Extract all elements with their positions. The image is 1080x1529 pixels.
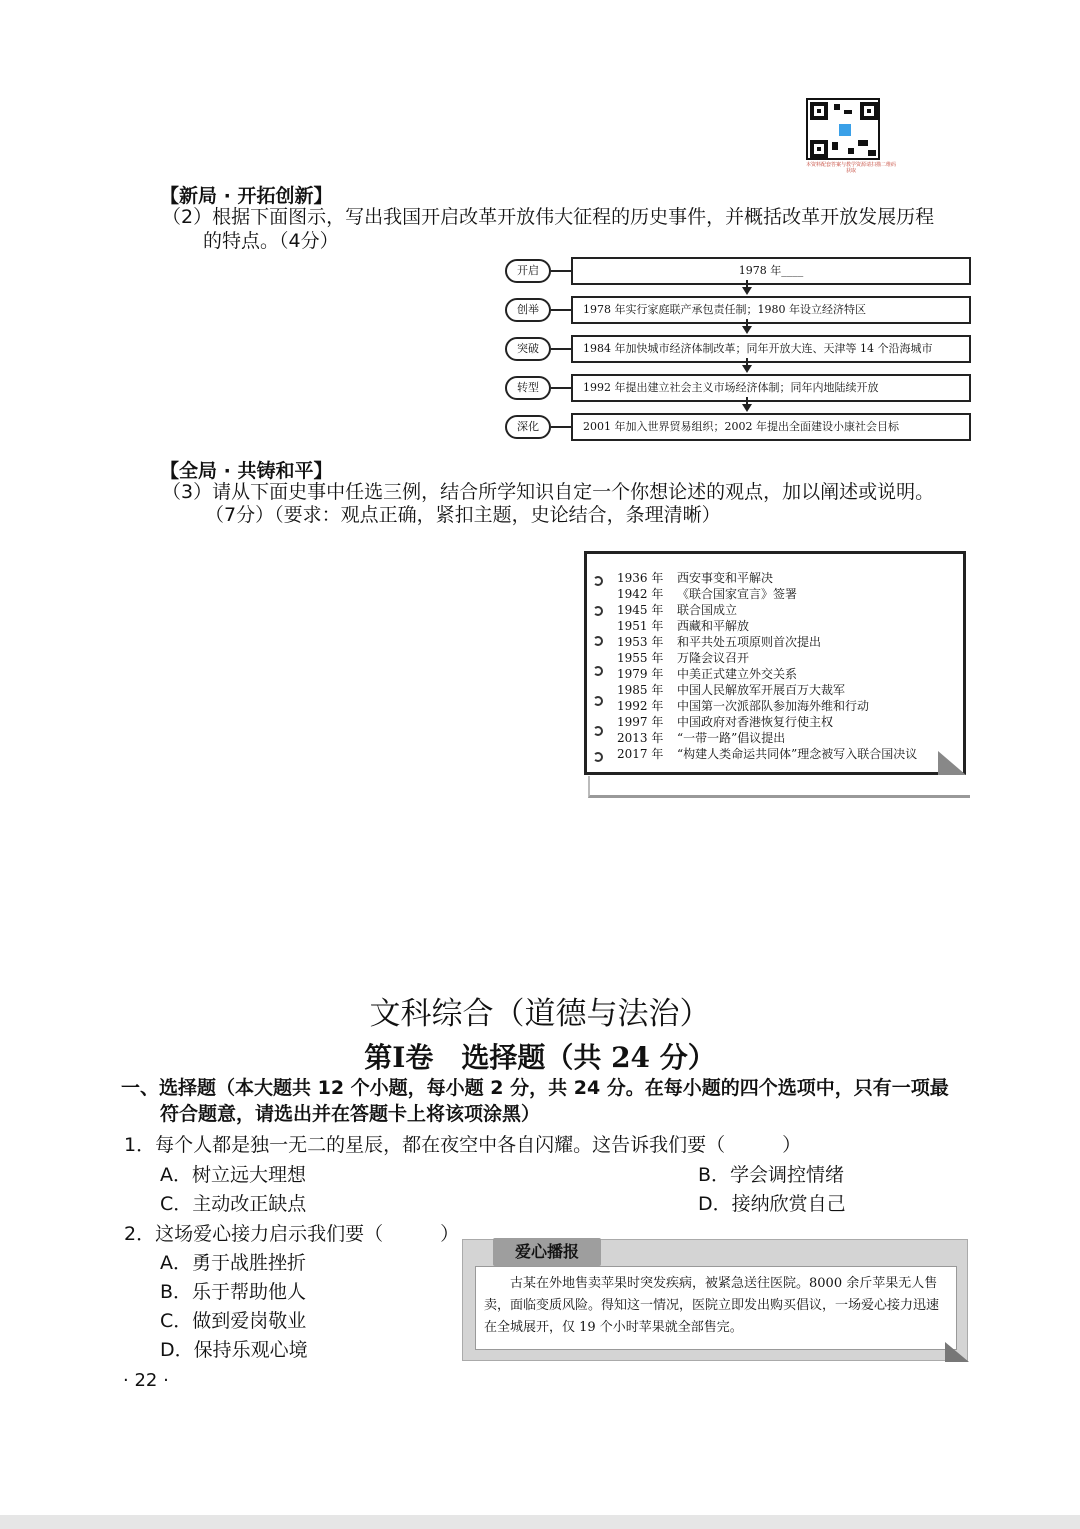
ring-icon (593, 636, 603, 646)
question-1-stem: 1．每个人都是独一无二的星辰，都在夜空中各自闪耀。这告诉我们要（ ） (124, 1134, 802, 1156)
q2-option-d[interactable]: D．保持乐观心境 (160, 1339, 308, 1361)
reform-flowchart (505, 256, 975, 446)
page-curl-icon (938, 751, 966, 775)
ring-icon (593, 726, 603, 736)
flow-stage: 深化 (505, 415, 551, 439)
ring-icon (593, 576, 603, 586)
q1-option-c[interactable]: C．主动改正缺点 (160, 1193, 307, 1215)
q1-option-a[interactable]: A．树立远大理想 (160, 1164, 306, 1186)
flow-connector (551, 348, 571, 350)
page-curl-icon (945, 1342, 969, 1362)
q1-option-b[interactable]: B．学会调控情绪 (698, 1164, 845, 1186)
event-row: 1945 年 联合国成立 (617, 603, 738, 617)
q2-option-a[interactable]: A．勇于战胜挫折 (160, 1252, 306, 1274)
flow-arrow-icon (742, 287, 752, 295)
ring-icon (593, 606, 603, 616)
q1-option-d[interactable]: D．接纳欣赏自己 (698, 1193, 846, 1215)
event-row: 1955 年 万隆会议召开 (617, 651, 750, 665)
flow-connector (551, 270, 571, 272)
flow-stage: 创举 (505, 298, 551, 322)
story-tag: 爱心播报 (493, 1238, 601, 1266)
notebook-shadow (588, 776, 970, 798)
event-row: 1997 年 中国政府对香港恢复行使主权 (617, 715, 834, 729)
event-row: 1992 年 中国第一次派部队参加海外维和行动 (617, 699, 870, 713)
page-number: · 22 · (123, 1370, 169, 1391)
event-row: 1936 年 西安事变和平解决 (617, 571, 774, 585)
event-row: 2017 年 “构建人类命运共同体”理念被写入联合国决议 (617, 747, 918, 761)
flow-box: 1992 年提出建立社会主义市场经济体制；同年内地陆续开放 (571, 374, 971, 402)
event-row: 1953 年 和平共处五项原则首次提出 (617, 635, 822, 649)
event-row: 1985 年 中国人民解放军开展百万大裁军 (617, 683, 846, 697)
story-text: 古某在外地售卖苹果时突发疾病，被紧急送往医院。8000 余斤苹果无人售卖，面临变质风险。得知这一情况，医院立即发出购买倡议，一场爱心接力迅速在全城展开，仅 19 个小时苹果就全部售完。 (475, 1266, 957, 1350)
section-title-new-situation: 【新局 · 开拓创新】 (160, 185, 333, 207)
question-2-stem: 2．这场爱心接力启示我们要（ ） (124, 1223, 460, 1245)
ring-icon (593, 696, 603, 706)
flow-box: 2001 年加入世界贸易组织；2002 年提出全面建设小康社会目标 (571, 413, 971, 441)
flow-stage: 突破 (505, 337, 551, 361)
flow-stage: 转型 (505, 376, 551, 400)
question-2-line2: 的特点。（4分） (203, 230, 339, 252)
q2-option-c[interactable]: C．做到爱岗敬业 (160, 1310, 307, 1332)
bottom-edge (0, 1515, 1080, 1529)
events-notebook (584, 551, 966, 775)
flow-box: 1978 年____ (571, 257, 971, 285)
question-2-line1: （2）根据下面图示，写出我国开启改革开放伟大征程的历史事件，并概括改革开放发展历程 (162, 206, 935, 228)
question-3-line2: （7分）（要求：观点正确，紧扣主题，史论结合，条理清晰） (205, 504, 721, 526)
flow-stage: 开启 (505, 259, 551, 283)
flow-arrow-icon (742, 326, 752, 334)
event-row: 1979 年 中美正式建立外交关系 (617, 667, 798, 681)
q2-option-b[interactable]: B．乐于帮助他人 (160, 1281, 307, 1303)
flow-box: 1978 年实行家庭联产承包责任制；1980 年设立经济特区 (571, 296, 971, 324)
exam-title: 文科综合（道德与法治） (369, 996, 711, 1032)
qr-caption: 本资料配套答案与教学资源请扫描二维码获取 (806, 162, 897, 174)
exam-subtitle: 第Ⅰ卷 选择题（共 24 分） (364, 1041, 716, 1074)
event-row: 1942 年 《联合国家宣言》签署 (617, 587, 798, 601)
event-row: 1951 年 西藏和平解放 (617, 619, 750, 633)
qr-code-icon (806, 98, 880, 160)
love-broadcast-box (462, 1239, 968, 1361)
flow-connector (551, 387, 571, 389)
flow-arrow-icon (742, 404, 752, 412)
instructions-line2: 符合题意，请选出并在答题卡上将该项涂黑） (160, 1103, 541, 1125)
flow-connector (551, 426, 571, 428)
ring-icon (593, 666, 603, 676)
event-row: 2013 年 “一带一路”倡议提出 (617, 731, 786, 745)
instructions-line1: 一、选择题（本大题共 12 个小题，每小题 2 分，共 24 分。在每小题的四个选项中，只有一项最 (121, 1077, 949, 1099)
ring-icon (593, 752, 603, 762)
flow-connector (551, 309, 571, 311)
flow-arrow-icon (742, 365, 752, 373)
section-title-peace: 【全局 · 共铸和平】 (160, 460, 333, 482)
question-3-line1: （3）请从下面史事中任选三例，结合所学知识自定一个你想论述的观点，加以阐述或说明。 (162, 481, 935, 503)
flow-box: 1984 年加快城市经济体制改革；同年开放大连、天津等 14 个沿海城市 (571, 335, 971, 363)
